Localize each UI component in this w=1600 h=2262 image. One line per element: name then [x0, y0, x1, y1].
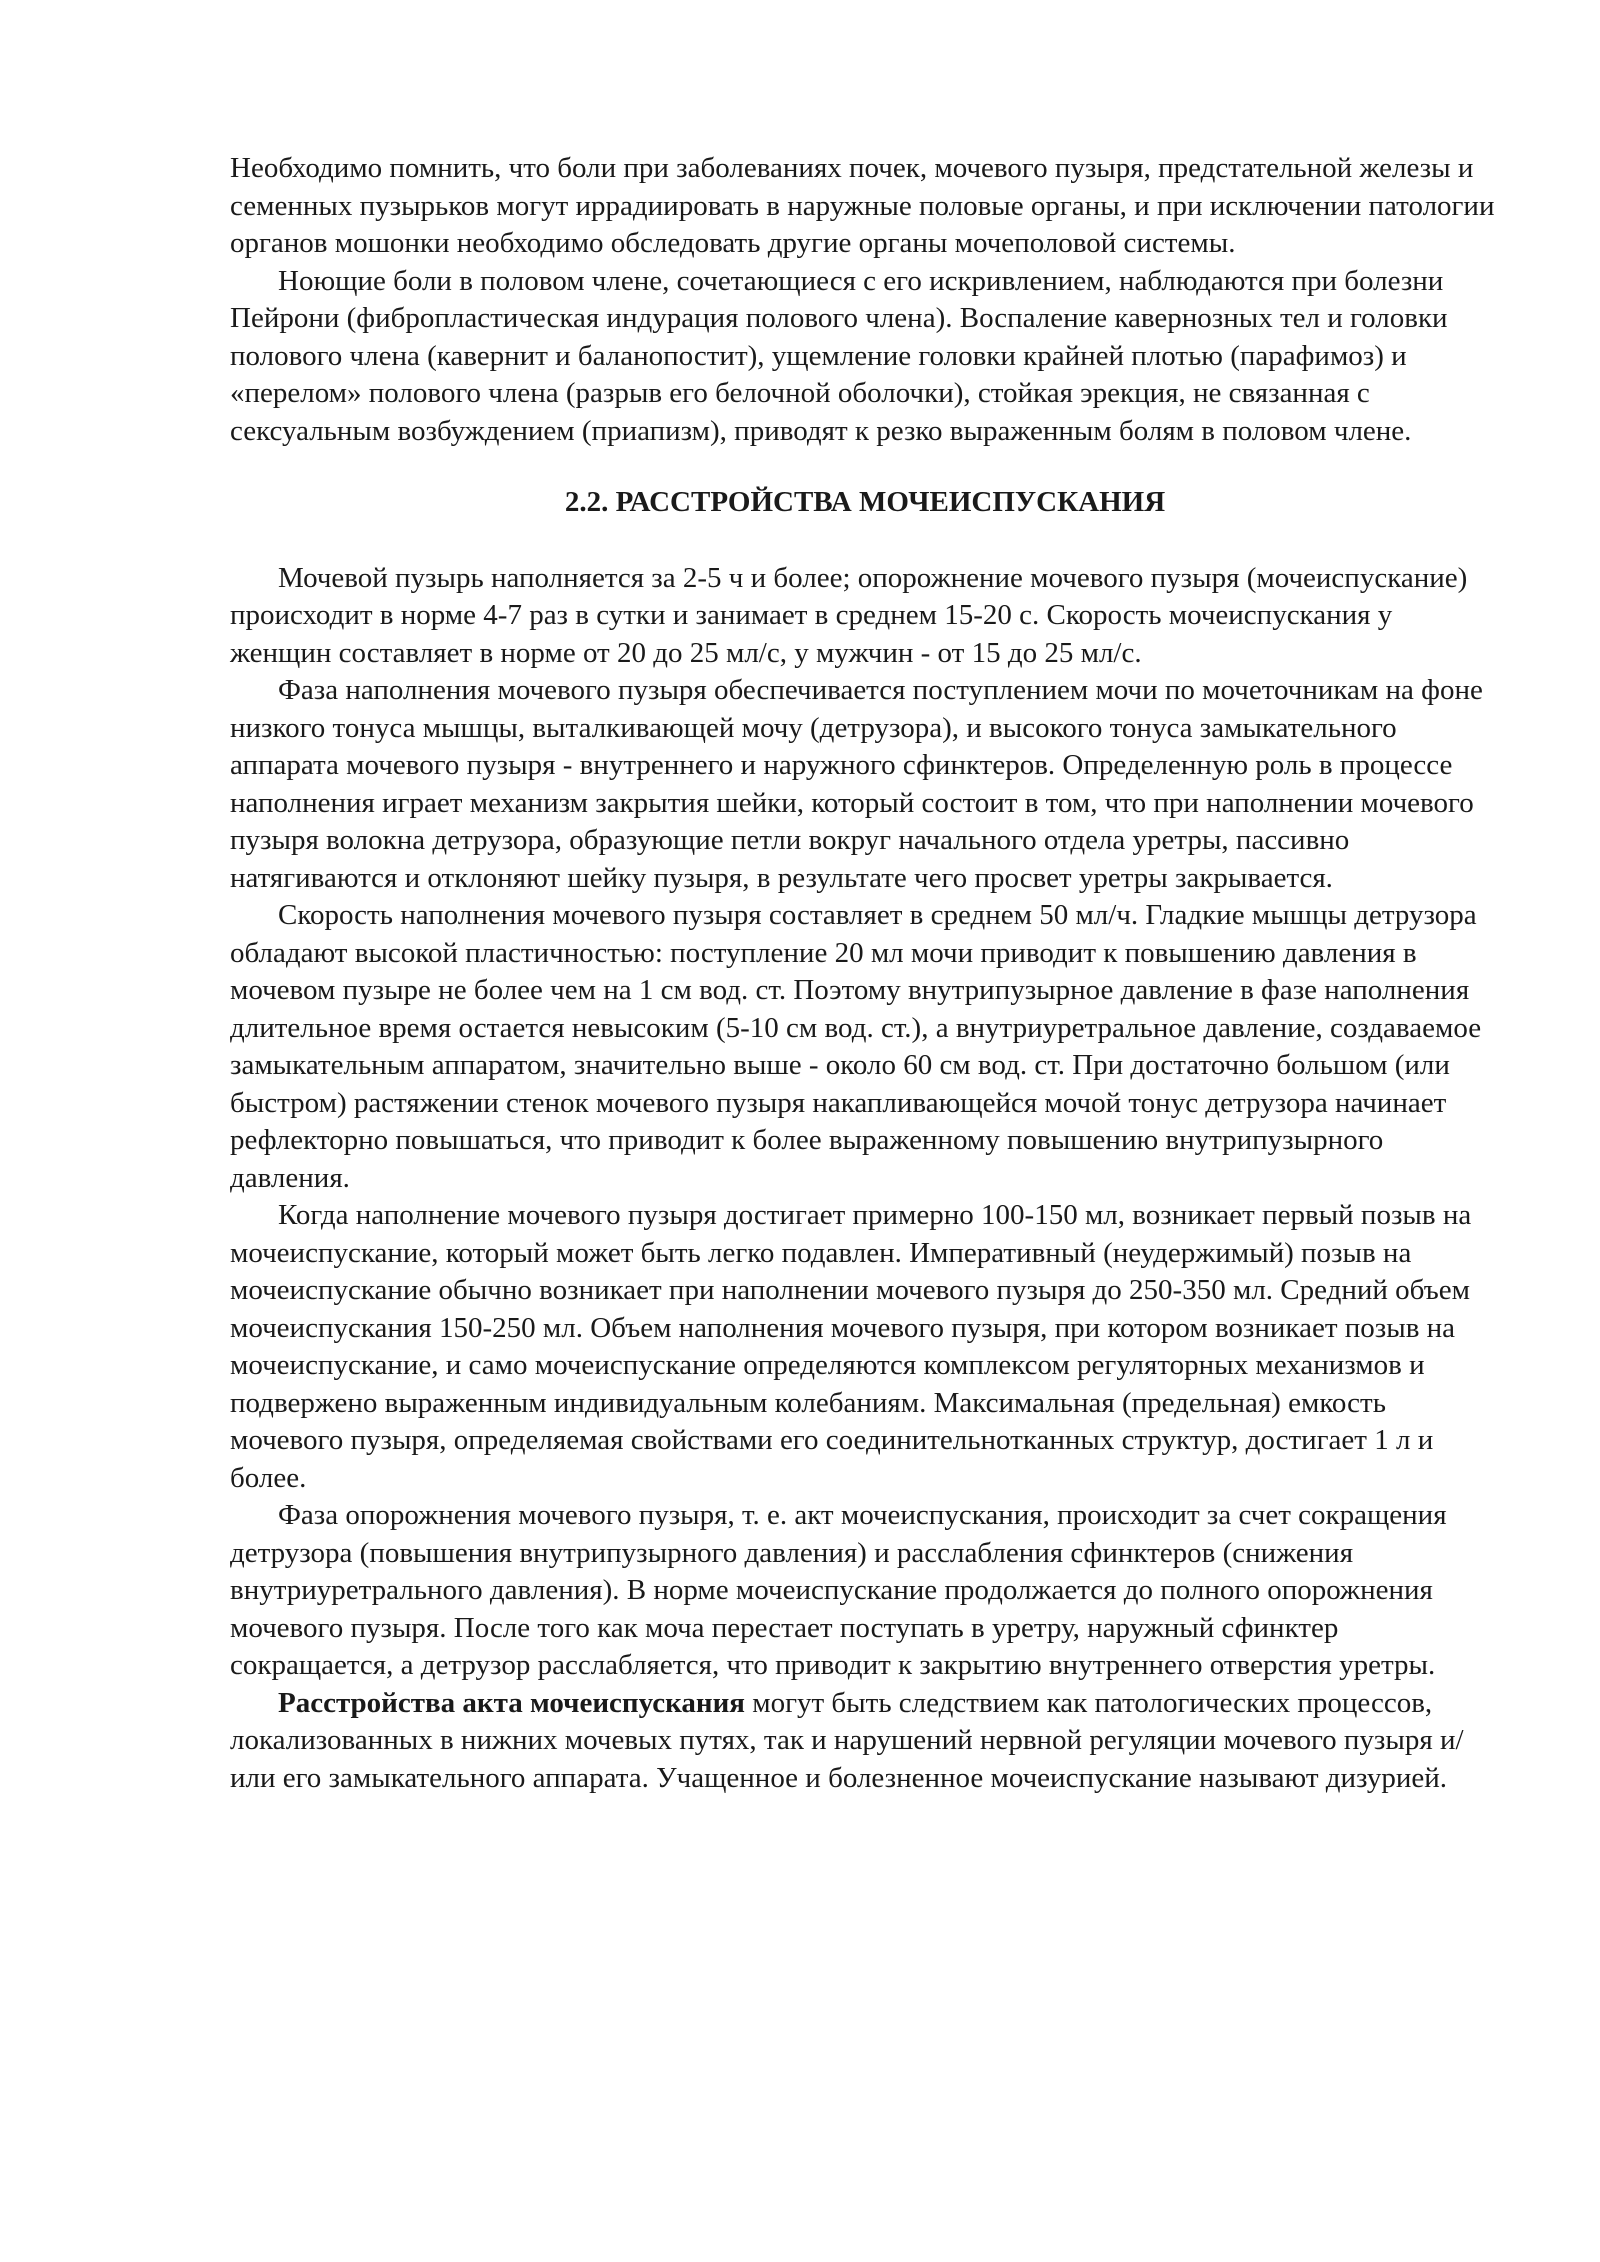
paragraph: Фаза опорожнения мочевого пузыря, т. е. акт мочеиспускания, происходит за счет сокращения детрузора (повышения внутрипузырного давления) и расслабления сфинктеров (снижения внутриуретрального давления). В норме мочеиспускание продолжается до полного опорожнения мочевого пузыря. После того как моча перестает поступать в уретру, наружный сфинктер сокращается, а детрузор расслабляется, что приводит к закрытию внутреннего отверстия уретры.: [230, 1499, 1447, 1681]
paragraph: Скорость наполнения мочевого пузыря составляет в среднем 50 мл/ч. Гладкие мышцы детрузора обладают высокой пластичностью: поступление 20 мл мочи приводит к повышению давления в мочевом пузыре не более чем на 1 см вод. ст. Поэтому внутрипузырное давление в фазе наполнения длительное время остается невысоким (5-10 см вод. ст.), а внутриуретральное давление, создаваемое замыкательным аппаратом, значительно выше - около 60 см вод. ст. При достаточно большом (или быстром) растяжении стенок мочевого пузыря накапливающейся мочой тонус детрузора начинает рефлекторно повышаться, что приводит к более выраженному повышению внутрипузырного давления.: [230, 899, 1482, 1194]
paragraph: Ноющие боли в половом члене, сочетающиеся с его искривлением, наблюдаются при болезни Пейрони (фибропластическая индурация полового члена). Воспаление кавернозных тел и головки полового члена (кавернит и баланопостит), ущемление головки крайней плотью (парафимоз) и «перелом» полового члена (разрыв его белочной оболочки), стойкая эрекция, не связанная с сексуальным возбуждением (приапизм), приводят к резко выраженным болям в половом члене.: [230, 264, 1448, 447]
section-heading: 2.2. РАССТРОЙСТВА МОЧЕИСПУСКАНИЯ: [564, 486, 1166, 518]
bold-lead-term: Расстройства акта мочеиспускания: [278, 1686, 745, 1719]
paragraph-last: [230, 1685, 1500, 1798]
paragraph: Когда наполнение мочевого пузыря достигает примерно 100-150 мл, возникает первый позыв на мочеиспускание, который может быть легко подавлен. Императивный (неудержимый) позыв на мочеиспускание обычно возникает при наполнении мочевого пузыря до 250-350 мл. Средний объем мочеиспускания 150-250 мл. Объем наполнения мочевого пузыря, при котором возникает позыв на мочеиспускание, и само мочеиспускание определяются комплексом регуляторных механизмов и подвержено выраженным индивидуальным колебаниям. Максимальная (предельная) емкость мочевого пузыря, определяемая свойствами его соединительнотканных структур, достигает 1 л и более.: [230, 1199, 1472, 1494]
paragraph: Мочевой пузырь наполняется за 2-5 ч и более; опорожнение мочевого пузыря (мочеиспускание) происходит в норме 4-7 раз в сутки и занимает в среднем 15-20 с. Скорость мочеиспускания у женщин составляет в норме от 20 до 25 мл/с, у мужчин - от 15 до 25 мл/с.: [230, 561, 1468, 669]
paragraph-text: могут быть следствием как патологических процессов, локализованных в нижних мочевых путях, так и нарушений нервной регуляции мочевого пузыря и/или его замыкательного аппарата. Учащенное и болезненное мочеиспускание называют дизурией.: [230, 1686, 1464, 1794]
document-page: [230, 150, 1500, 1797]
paragraph: Фаза наполнения мочевого пузыря обеспечивается поступлением мочи по мочеточникам на фоне низкого тонуса мышцы, выталкивающей мочу (детрузора), и высокого тонуса замыкательного аппарата мочевого пузыря - внутреннего и наружного сфинктеров. Определенную роль в процессе наполнения играет механизм закрытия шейки, который состоит в том, что при наполнении мочевого пузыря волокна детрузора, образующие петли вокруг начального отдела уретры, пассивно натягиваются и отклоняют шейку пузыря, в результате чего просвет уретры закрывается.: [230, 674, 1483, 894]
paragraph: Необходимо помнить, что боли при заболеваниях почек, мочевого пузыря, предстательной железы и семенных пузырьков могут иррадиировать в наружные половые органы, и при исключении патологии органов мошонки необходимо обследовать другие органы мочеполовой системы.: [230, 152, 1495, 259]
